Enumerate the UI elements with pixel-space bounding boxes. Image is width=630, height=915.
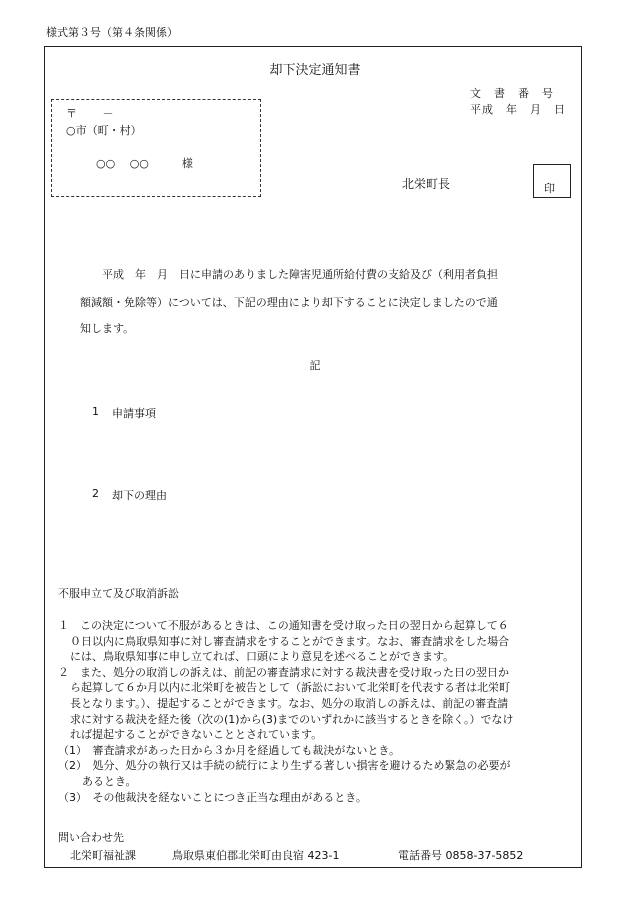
document-title: 却下決定通知書	[269, 63, 361, 78]
contact-phone: 電話番号 0858-37-5852	[398, 849, 524, 862]
body-line: 平成 年 月 日に申請のありました障害児通所給付費の支給及び（利用者負担	[80, 268, 498, 281]
document-number-label: 文 書 番 号	[470, 87, 554, 100]
recipient-name: ○○ ○○ 様	[96, 157, 193, 170]
notice-line: （1） 審査請求があった日から３か月を経過しても裁決がないとき。	[58, 744, 400, 757]
contact-heading: 問い合わせ先	[58, 831, 124, 844]
item-number: 1	[92, 405, 99, 418]
notice-line: （3） その他裁決を経ないことにつき正当な理由があるとき。	[58, 791, 367, 804]
address-city: ○市（町・村）	[66, 124, 142, 137]
body-line: 知します。	[80, 322, 135, 335]
form-label: 様式第３号（第４条関係）	[46, 26, 178, 39]
notice-line: １ この決定について不服があるときは、この通知書を受け取った日の翌日から起算して６	[58, 619, 509, 632]
appeal-heading: 不服申立て及び取消訴訟	[58, 587, 179, 600]
seal-label: 印	[544, 182, 555, 195]
ki-heading: 記	[309, 359, 321, 372]
notice-line: には、鳥取県知事に申し立てれば、口頭により意見を述べることができます。	[70, 650, 455, 663]
notice-line: 長となります。）、提起することができます。なお、処分の取消しの訴えは、前記の審査請	[70, 697, 509, 710]
notice-line: ０日以内に鳥取県知事に対し審査請求をすることができます。なお、審査請求をした場合	[70, 635, 510, 648]
contact-department: 北栄町福祉課	[70, 849, 136, 862]
item-label: 却下の理由	[112, 489, 167, 502]
item-number: 2	[92, 487, 99, 500]
date-label: 平成 年 月 日	[470, 103, 566, 116]
notice-line: あるとき。	[82, 775, 137, 788]
item-label: 申請事項	[112, 407, 156, 420]
notice-line: ら起算して６か月以内に北栄町を被告として（訴訟において北栄町を代表する者は北栄町	[70, 681, 510, 694]
contact-address: 鳥取県東伯郡北栄町由良宿 423-1	[172, 849, 340, 862]
notice-line: ２ また、処分の取消しの訴えは、前記の審査請求に対する裁決書を受け取った日の翌日か	[58, 666, 509, 679]
notice-line: れば提起することができないこととされています。	[70, 728, 323, 741]
postal-code: 〒 －	[66, 107, 114, 120]
notice-line: 求に対する裁決を経た後（次の(1)から(3)までのいずれかに該当するときを除く。）でなけ	[70, 713, 514, 726]
body-line: 額減額・免除等）については、下記の理由により却下することに決定しましたので通	[80, 296, 498, 309]
issuer-name: 北栄町長	[402, 177, 451, 191]
notice-line: （2） 処分、処分の執行又は手続の続行により生ずる著しい損害を避けるため緊急の必要が	[58, 759, 511, 772]
